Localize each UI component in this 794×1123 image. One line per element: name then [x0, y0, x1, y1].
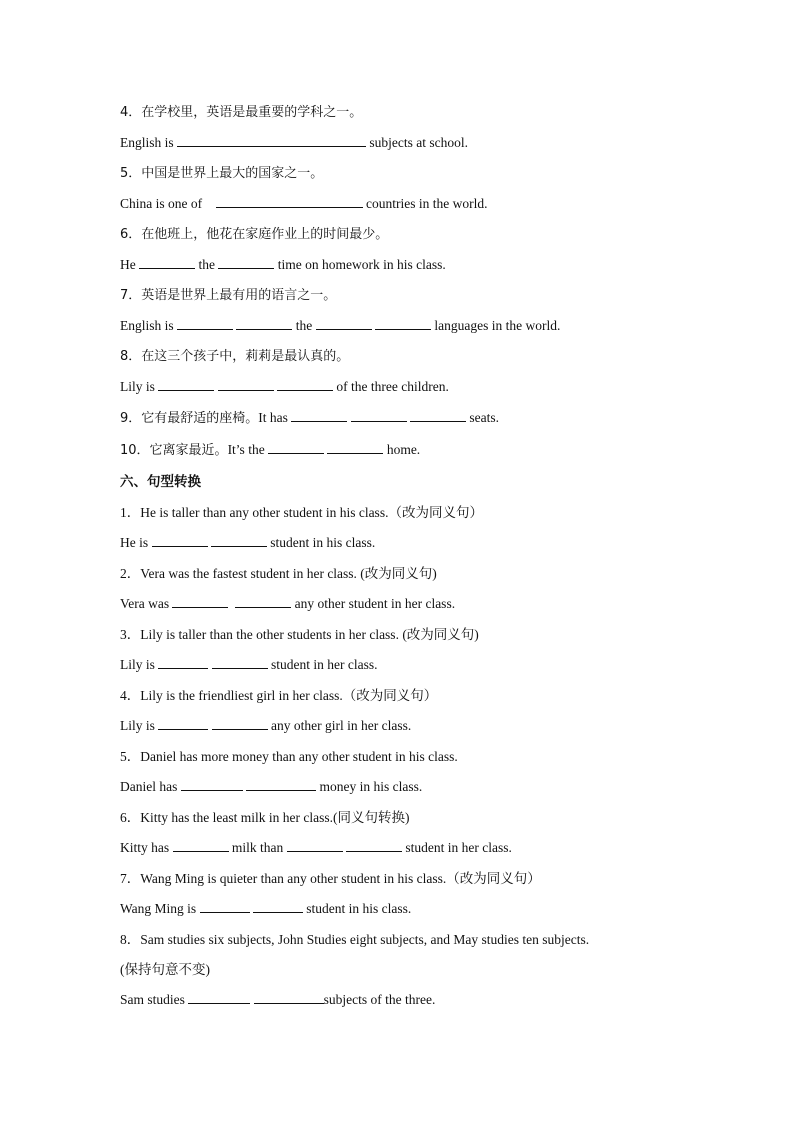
item-6-7-q: 7．Wang Ming is quieter than any other student in his class.（改为同义句） — [120, 871, 541, 886]
answer-blank[interactable] — [351, 408, 407, 422]
item-6-3-a: Lily is student in her class. — [120, 657, 378, 672]
item-5-7-en: English is the languages in the world. — [120, 318, 561, 333]
item-6-8-q2: (保持句意不变) — [120, 962, 210, 977]
answer-blank[interactable] — [327, 440, 383, 454]
answer-blank[interactable] — [158, 655, 208, 669]
answer-blank[interactable] — [158, 377, 214, 391]
answer-blank[interactable] — [235, 594, 291, 608]
item-6-5-q: 5．Daniel has more money than any other student in his class. — [120, 749, 458, 764]
answer-blank[interactable] — [346, 838, 402, 852]
answer-blank[interactable] — [177, 133, 366, 147]
answer-blank[interactable] — [200, 899, 250, 913]
item-6-1-q: 1．He is taller than any other student in his class.（改为同义句） — [120, 505, 483, 520]
answer-blank[interactable] — [211, 533, 267, 547]
answer-blank[interactable] — [177, 316, 233, 330]
answer-blank[interactable] — [277, 377, 333, 391]
answer-blank[interactable] — [139, 255, 195, 269]
item-6-5-a: Daniel has money in his class. — [120, 779, 423, 794]
section-six-title: 六、句型转换 — [120, 474, 201, 490]
item-5-4-zh: 4．在学校里，英语是最重要的学科之一。 — [120, 105, 363, 120]
item-6-2-a: Vera was any other student in her class. — [120, 596, 456, 611]
answer-blank[interactable] — [375, 316, 431, 330]
item-6-4-a: Lily is any other girl in her class. — [120, 718, 412, 733]
item-5-5-zh: 5．中国是世界上最大的国家之一。 — [120, 166, 324, 181]
answer-blank[interactable] — [152, 533, 208, 547]
item-6-7-a: Wang Ming is student in his class. — [120, 901, 412, 916]
answer-blank[interactable] — [188, 990, 250, 1004]
item-5-4-en: English is subjects at school. — [120, 135, 468, 150]
item-6-8-a: Sam studies subjects of the three. — [120, 992, 436, 1007]
answer-blank[interactable] — [246, 777, 316, 791]
answer-blank[interactable] — [254, 990, 324, 1004]
item-5-8-en: Lily is of the three children. — [120, 379, 449, 394]
item-5-8-zh: 8．在这三个孩子中，莉莉是最认真的。 — [120, 349, 350, 364]
answer-blank[interactable] — [212, 716, 268, 730]
item-5-10: 10．它离家最近。It’s the home. — [120, 442, 421, 458]
item-6-3-q: 3．Lily is taller than the other students in her class. (改为同义句) — [120, 627, 479, 642]
item-6-8-q: 8．Sam studies six subjects, John Studies eight subjects, and May studies ten subjects. — [120, 932, 590, 947]
answer-blank[interactable] — [218, 255, 274, 269]
answer-blank[interactable] — [291, 408, 347, 422]
item-6-2-q: 2．Vera was the fastest student in her class. (改为同义句) — [120, 566, 437, 581]
answer-blank[interactable] — [268, 440, 324, 454]
item-6-1-a: He is student in his class. — [120, 535, 376, 550]
item-6-4-q: 4．Lily is the friendliest girl in her class.（改为同义句） — [120, 688, 438, 703]
worksheet-page — [120, 103, 720, 1010]
item-5-6-en: He the time on homework in his class. — [120, 257, 446, 272]
item-5-5-en: China is one of countries in the world. — [120, 196, 488, 211]
item-6-6-q: 6．Kitty has the least milk in her class.(同义句转换) — [120, 810, 410, 825]
answer-blank[interactable] — [236, 316, 292, 330]
item-5-6-zh: 6．在他班上，他花在家庭作业上的时间最少。 — [120, 227, 389, 242]
answer-blank[interactable] — [181, 777, 243, 791]
answer-blank[interactable] — [216, 194, 363, 208]
answer-blank[interactable] — [218, 377, 274, 391]
answer-blank[interactable] — [173, 838, 229, 852]
item-5-9: 9．它有最舒适的座椅。It has seats. — [120, 410, 500, 426]
answer-blank[interactable] — [316, 316, 372, 330]
item-6-6-a: Kitty has milk than student in her class. — [120, 840, 512, 855]
answer-blank[interactable] — [212, 655, 268, 669]
answer-blank[interactable] — [172, 594, 228, 608]
answer-blank[interactable] — [158, 716, 208, 730]
answer-blank[interactable] — [287, 838, 343, 852]
answer-blank[interactable] — [253, 899, 303, 913]
item-5-7-zh: 7．英语是世界上最有用的语言之一。 — [120, 288, 337, 303]
answer-blank[interactable] — [410, 408, 466, 422]
